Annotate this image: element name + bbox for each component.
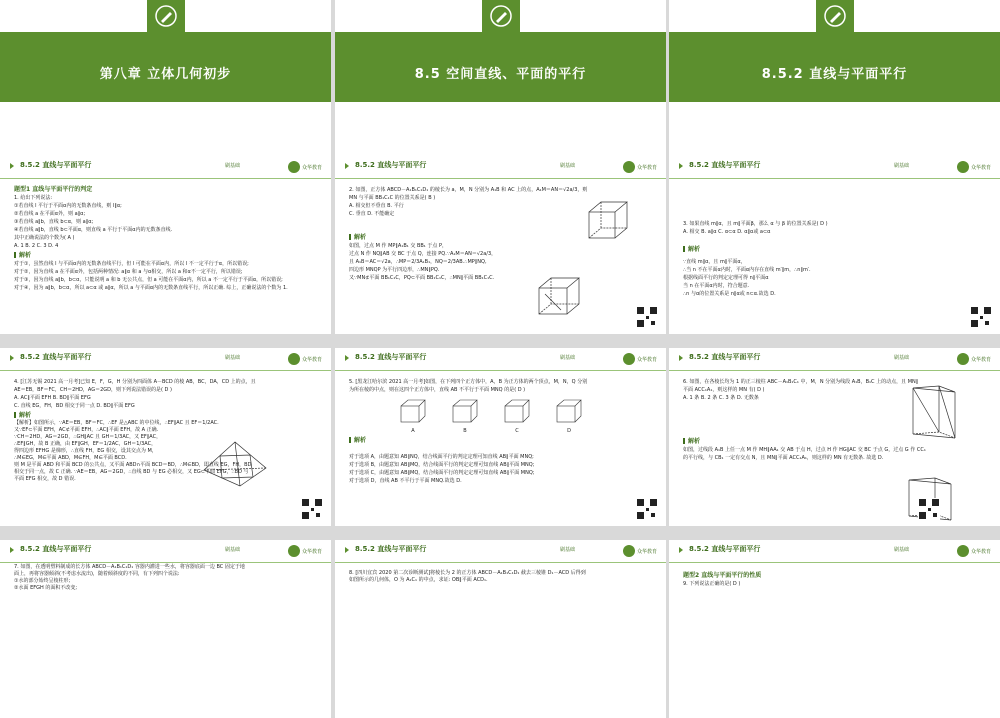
solution-line: 如图，过点 M 作 MP∥A₁B₁ 交 BB₁ 于点 P，: [349, 243, 448, 249]
solution-line: 则 M 是平面 ABD 和平面 BCD 的公共点，又平面 ABD∩平面 BCD＝BD，∴M∈BD，即直线 EG，FH，BD: [14, 462, 252, 468]
brand-logo-icon: [287, 159, 323, 175]
solution-line: 对于选项 D，直线 AB 不平行于平面 MNQ.故选 D.: [349, 478, 462, 484]
question-line: AE＝EB，BF＝FC，CH＝2HD，AG＝2GD，则下列说法错误的是( D ): [14, 387, 172, 393]
section-tag: 刷基础: [225, 163, 241, 169]
solution-line: 对于③，因为直线 a∥b，b⊂α，只能说明 a 和 b 无公共点，但 a 可能在平面α内，所以 a 不一定平行于平面α，所以错误;: [14, 277, 283, 283]
solution-line: ∵直线 m∥α，且 m∥平面α，: [683, 259, 746, 265]
options-line: A. AC∥平面 EFH B. BD∥平面 EFG: [14, 395, 91, 401]
solution-line: ∵CH＝2HD，AG＝2GD，∴GH∥AC 且 GH＝1/3AC，又 EF∥AC，: [14, 434, 162, 440]
solution-heading: 解析: [14, 252, 319, 260]
cube-option-label: A: [411, 428, 415, 434]
solution-heading: 解析: [14, 412, 319, 420]
solution-line: ∴M∈EG，M∈平面 ABD，M∈FH，M∈平面 BCD.: [14, 455, 127, 461]
solution-line: 又∵EF⊂平面 EFH，AC⊄平面 EFH，∴AC∥平面 EFH，故 A 正确.: [14, 427, 159, 433]
cube-options-row: [399, 398, 654, 435]
slide-question-3[interactable]: [669, 156, 1000, 334]
cube-option: [451, 398, 479, 435]
brand-logo-icon: [956, 543, 992, 559]
question-line: ①若直线 l 平行于平面α内的无数条直线，则 l∥α;: [14, 203, 122, 209]
title-slide-chapter[interactable]: [0, 0, 331, 178]
slide-question-5[interactable]: [335, 348, 666, 526]
section-tag: 刷基础: [560, 355, 576, 361]
section-title: 8.5.2 直线与平面平行: [20, 161, 92, 169]
svg-text:众华教育: 众华教育: [302, 165, 323, 171]
question-line: 1. 给出下列说法:: [14, 195, 53, 201]
topic-heading: 题型2 直线与平面平行的性质: [683, 572, 762, 579]
solution-line: 根据线面平行的判定定理可得 n∥平面α: [683, 275, 769, 281]
svg-text:众华教育: 众华教育: [302, 549, 323, 555]
slide-header: [669, 540, 1000, 563]
title-slide-subsection[interactable]: [669, 0, 1000, 178]
slide-question-1[interactable]: [0, 156, 331, 334]
solution-line: 对于①，虽然直线 l 与平面α内的无数条直线平行，但 l 可能在平面α内，所以 l 不一定平行于α，所以错误;: [14, 261, 249, 267]
slide-question-9[interactable]: [669, 540, 1000, 718]
solution-line: 对于②，因为直线 a 在平面α外，包括两种情况: a∥α 和 a 与α相交，所以 a 和α不一定平行，所以错误;: [14, 269, 243, 275]
solution-heading: 解析: [349, 437, 654, 445]
brand-logo-icon: [956, 159, 992, 175]
section-title: 8.5.2 直线与平面平行: [355, 545, 427, 553]
question-line: MN 与平面 BB₁C₁C 的位置关系是( B ): [349, 195, 436, 201]
slide-title: 8.5 空间直线、平面的平行: [414, 67, 587, 82]
section-marker-icon: [10, 355, 14, 361]
prism-figure: [909, 382, 959, 442]
question-line: 5. [黑龙江哈尔滨 2021 高一月考]如图，在下列四个正方体中，A，B 为正方体的两个顶点，M，N，Q 分别: [349, 379, 588, 385]
question-line: ②若直线 a 在平面α外，则 a∥α;: [14, 211, 86, 217]
question-line: ④若直线 a∥b，直线 b⊂平面α，则直线 a 平行于平面α内的无数条直线.: [14, 227, 173, 233]
section-title: 8.5.2 直线与平面平行: [689, 353, 761, 361]
section-tag: 刷基础: [560, 547, 576, 553]
cube-option-label: C: [515, 428, 519, 434]
cube-option: [399, 398, 427, 435]
solution-line: 当 n 在平面α内时，符合题意.: [683, 283, 750, 289]
solution-heading: 解析: [349, 234, 654, 242]
slide-question-4[interactable]: [0, 348, 331, 526]
question-line: ①水的部分始终呈棱柱形;: [14, 578, 71, 584]
section-marker-icon: [345, 355, 349, 361]
section-title: 8.5.2 直线与平面平行: [355, 353, 427, 361]
section-tag: 刷基础: [894, 355, 910, 361]
question-line: 其中正确说法的个数为( A ): [14, 235, 75, 241]
options-line: A. 相交 B. a∥α C. α⊂α D. α∥α或 a⊂α: [683, 229, 771, 235]
svg-text:众华教育: 众华教育: [302, 357, 323, 363]
solution-line: 过点 N 作 NQ∥AB 交 BC 于点 Q，连接 PQ.∵A₁M＝AN＝√2a/3，: [349, 251, 497, 257]
slide-header: [335, 348, 666, 371]
svg-text:众华教育: 众华教育: [637, 165, 658, 171]
solution-line: ∴n 与α的位置关系是 n∥α或 n⊂α.故选 D.: [683, 291, 776, 297]
solution-line: 得四边形 EFHG 是梯形，∴直线 FH，EG 相交，设其交点为 M，: [14, 448, 157, 454]
qr-code-icon: [636, 498, 658, 520]
slide-header: [669, 348, 1000, 371]
section-tag: 刷基础: [225, 547, 241, 553]
options-line: C. 垂直 D. 不能确定: [349, 211, 395, 217]
solution-line: 的平行线，与 CB₁ 一定有交点 N，且 MN∥平面 ACC₁A₁，则这样的 MN 有无数条. 故选 D.: [683, 455, 884, 461]
solution-heading: 解析: [683, 246, 988, 254]
cube-option: [555, 398, 583, 435]
solution-line: ∴EF∥GH，故 B 正确，由 EF∥GH，EF＝1/2AC，GH＝1/3AC，: [14, 441, 157, 447]
section-title: 8.5.2 直线与平面平行: [689, 161, 761, 169]
solution-line: ∴当 n 不在平面α内时，平面α内存在直线 m′∥m，∴n∥m′.: [683, 267, 811, 273]
svg-text:众华教育: 众华教育: [971, 165, 992, 171]
section-marker-icon: [10, 163, 14, 169]
solution-line: 且 A₁B＝AC＝√2a，∴MP＝2/3A₁B₁，NQ＝2/3AB.∴MP∥NQ,: [349, 259, 487, 265]
question-line: 6. 如图，在各棱长均为 1 的正三棱柱 ABC－A₁B₁C₁ 中，M，N 分别为线段 A₁B，B₁C 上的动点，且 MN∥: [683, 379, 919, 385]
question-line: ③若直线 a∥b，直线 b⊂α，则 a∥α;: [14, 219, 94, 225]
cube-solution-figure: [535, 274, 583, 319]
slide-question-7[interactable]: [0, 540, 331, 718]
slide-question-2[interactable]: [335, 156, 666, 334]
slide-header: [0, 348, 331, 371]
section-tag: 刷基础: [894, 547, 910, 553]
question-line: 4. [江苏无锡 2021 高一月考]已知 E，F，G，H 分别为四面体 A－BCD 的棱 AB，BC，DA，CD 上的点，且: [14, 379, 256, 385]
question-line: 7. 如图，在透明塑料制成的长方体 ABCD－A₁B₁C₁D₁ 容器内灌进一些水，将容器底面一边 BC 固定于地: [14, 564, 245, 570]
svg-text:众华教育: 众华教育: [971, 357, 992, 363]
solution-heading: 解析: [683, 438, 988, 446]
cube-option-figure: [503, 398, 531, 424]
qr-code-icon: [918, 498, 940, 520]
question-line: 为所在棱的中点，则在这四个正方体中，直线 AB 不平行于平面 MNQ 的是( D ): [349, 387, 526, 393]
section-tag: 刷基础: [225, 355, 241, 361]
slide-question-8[interactable]: [335, 540, 666, 718]
solution-line: 对于选项 A，由题意知 AB∥NQ，结合线面平行的判定定理可知直线 AB∥平面 MNQ;: [349, 454, 534, 460]
cube-option-figure: [451, 398, 479, 424]
question-line: ②水面 EFGH 的面积不改变;: [14, 585, 78, 591]
svg-text:众华教育: 众华教育: [637, 357, 658, 363]
slide-title: 8.5.2 直线与平面平行: [761, 67, 908, 82]
slide-header: [335, 156, 666, 179]
section-tag: 刷基础: [894, 163, 910, 169]
cube-option-label: B: [463, 428, 467, 434]
qr-code-icon: [970, 306, 992, 328]
brand-logo-icon: [622, 351, 658, 367]
section-marker-icon: [679, 355, 683, 361]
svg-text:众华教育: 众华教育: [637, 549, 658, 555]
slide-title: 第八章 立体几何初步: [99, 67, 232, 82]
question-line: 面上，再将容器倾斜(不考虑水流出)，随着倾斜度的不同，有下列四个说法:: [14, 571, 180, 577]
solution-line: 相交于同一点，故 C 正确. ∵AE＝EB，AG＝2GD，∴直线 BD 与 EG 必相交，又 EG⊂平面 EFG，∴BD 与: [14, 469, 249, 475]
solution-line: 四边形 MNQP 为平行四边形，∴MN∥PQ.: [349, 267, 440, 273]
question-line: 平面 ACC₁A₁，则这样的 MN 有( D ): [683, 387, 765, 393]
slide-question-6[interactable]: [669, 348, 1000, 526]
solution-line: 对于④，因为 a∥b，b⊂α，所以 a⊂α 或 a∥α，所以 a 与平面α内的无数条直线平行，所以正确. 综上，正确说法的个数为 1.: [14, 285, 288, 291]
svg-text:众华教育: 众华教育: [971, 549, 992, 555]
question-line: 3. 如果直线 m∥α，且 m∥平面β，那么 α 与 β 的位置关系是( D ): [683, 221, 828, 227]
brand-logo-icon: [287, 351, 323, 367]
title-slide-section[interactable]: [335, 0, 666, 178]
cube-option-figure: [399, 398, 427, 424]
options-line: A. 相交但不垂直 B. 平行: [349, 203, 404, 209]
section-marker-icon: [345, 163, 349, 169]
section-title: 8.5.2 直线与平面平行: [20, 353, 92, 361]
topic-heading: 题型1 直线与平面平行的判定: [14, 186, 93, 193]
options-line: A. 1 B. 2 C. 3 D. 4: [14, 243, 59, 249]
solution-line: 对于选项 B，由题意知 AB∥MQ，结合线面平行的判定定理可知直线 AB∥平面 MNQ;: [349, 462, 535, 468]
qr-code-icon: [301, 498, 323, 520]
question-line: 如图所示的几何体，O 为 A₁C₁ 的中点，求证: OB∥平面 ACD₁.: [349, 577, 488, 583]
qr-code-icon: [636, 306, 658, 328]
brand-logo-icon: [287, 543, 323, 559]
section-marker-icon: [345, 547, 349, 553]
section-title: 8.5.2 直线与平面平行: [689, 545, 761, 553]
cube-option-figure: [555, 398, 583, 424]
solution-line: 如图，过线段 A₁B 上任一点 M 作 MH∥AA₁ 交 AB 于点 H，过点 H 作 HG∥AC 交 BC 于点 G，过点 G 作 CC₁: [683, 447, 926, 453]
slide-header: [335, 540, 666, 563]
cube-option-label: D: [567, 428, 571, 434]
cube-figure: [585, 198, 630, 243]
slide-header: [669, 156, 1000, 179]
slide-header: [0, 156, 331, 179]
question-line: 8. [四川宜宾 2020 第二次诊断测试]将棱长为 2 的正方体 ABCD－A₁B₁C₁D₁ 截去三棱锥 D₁－ACD 后得到: [349, 570, 586, 576]
slide-header: [0, 540, 331, 563]
brand-logo-icon: [956, 351, 992, 367]
options-line: C. 直线 EG，FH，BD 相交于同一点 D. BD∥平面 EFG: [14, 403, 135, 409]
options-line: A. 1 条 B. 2 条 C. 3 条 D. 无数条: [683, 395, 759, 401]
section-marker-icon: [679, 547, 683, 553]
cube-option: [503, 398, 531, 435]
tetrahedron-figure: [200, 440, 270, 488]
section-marker-icon: [10, 547, 14, 553]
solution-line: 【解析】如图所示，∵AE＝EB，BF＝FC，∴EF 是△ABC 的中位线，∴EF∥AC 且 EF＝1/2AC.: [14, 420, 219, 426]
brand-logo-icon: [622, 159, 658, 175]
solution-line: 平面 EFG 相交，故 D 错误.: [14, 476, 76, 482]
solution-line: 又∵MN⊄平面 BB₁C₁C，PQ⊂平面 BB₁C₁C，∴MN∥平面 BB₁C₁C.: [349, 275, 495, 281]
solution-line: 对于选项 C，由题意知 AB∥MQ，结合线面平行的判定定理可知直线 AB∥平面 MNQ;: [349, 470, 535, 476]
section-tag: 刷基础: [560, 163, 576, 169]
brand-logo-icon: [622, 543, 658, 559]
section-marker-icon: [679, 163, 683, 169]
question-line: 2. 如图，正方体 ABCD－A₁B₁C₁D₁ 的棱长为 a，M，N 分别为 A₁B 和 AC 上的点，A₁M＝AN＝√2a/3，则: [349, 187, 588, 193]
question-line: 9. 下列说法正确的是( D ): [683, 581, 741, 587]
section-title: 8.5.2 直线与平面平行: [20, 545, 92, 553]
section-title: 8.5.2 直线与平面平行: [355, 161, 427, 169]
